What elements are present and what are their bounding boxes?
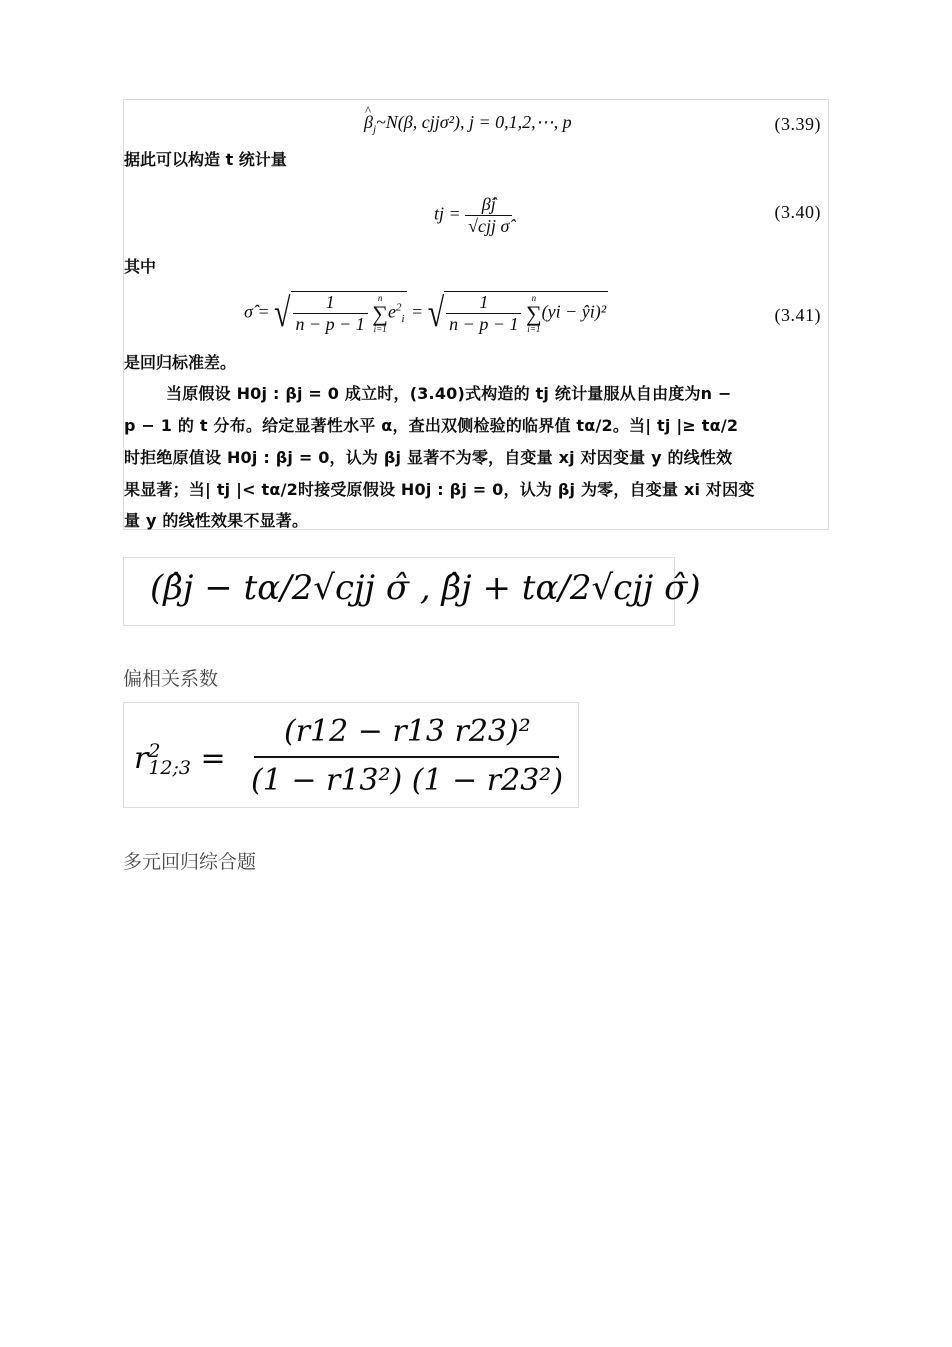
equation-number: (3.40)	[774, 202, 821, 222]
section-label-partial-correlation: 偏相关系数	[123, 668, 219, 690]
formula-numerator: (r12 − r13 r23)²	[284, 714, 531, 749]
fraction-bar	[254, 756, 559, 758]
paragraph-line: 时拒绝原值设 H0j : βj = 0，认为 βj 显著不为零，自变量 xj 对因变量 y 的线性效	[124, 448, 733, 467]
paragraph-line: 果显著；当| tj |< tα/2时接受原假设 H0j : βj = 0，认为 βj 为零，自变量 xi 对因变	[124, 480, 755, 499]
paragraph-line: 当原假设 H0j : βj = 0 成立时，(3.40)式构造的 tj 统计量服从自由度为n −	[166, 384, 732, 403]
equation-3-39-body: ^ $\beta_j\sim N(\beta$, cjjσ²), j = 0,1,2,⋯, p	[364, 112, 572, 136]
partial-correlation-formula-image	[123, 702, 579, 808]
text-line: 据此可以构造 t 统计量	[124, 150, 287, 169]
formula-denominator: (1 − r13²) (1 − r23²)	[251, 763, 564, 798]
equation-3-39	[124, 112, 828, 140]
formula-lhs: r 2 12;3 =	[134, 739, 226, 779]
paragraph-line: 量 y 的线性效果不显著。	[124, 511, 309, 530]
equation-number: (3.39)	[774, 114, 821, 134]
equation-3-40	[124, 188, 828, 248]
textbook-scan-image	[123, 99, 829, 530]
text-line: 其中	[124, 257, 157, 276]
equation-3-41-body: σ̂ = √ $\frac{1}{n - p - 1}$ n ∑ i=1 $e^2_i$ = √ $\frac{1}{n - p - 1}$ n ∑ i=1 (yi − ŷi)²	[244, 290, 607, 336]
confidence-interval-formula: (β̂j − tα/2√cjj σ̂ , β̂j + tα/2√cjj σ̂)	[150, 568, 701, 608]
equation-number: (3.41)	[774, 305, 821, 325]
section-label-multiple-regression: 多元回归综合题	[123, 851, 257, 873]
confidence-interval-formula-image	[123, 557, 701, 626]
text-line: 是回归标准差。	[124, 353, 237, 372]
equation-3-40-body: tj = $\frac{\betâj}{\text{√cjj σ̂}}$	[434, 194, 512, 237]
paragraph-line: p − 1 的 t 分布。给定显著性水平 α，查出双侧检验的临界值 tα/2。当| tj |≥ tα/2	[124, 416, 739, 435]
equation-3-41	[124, 285, 828, 347]
